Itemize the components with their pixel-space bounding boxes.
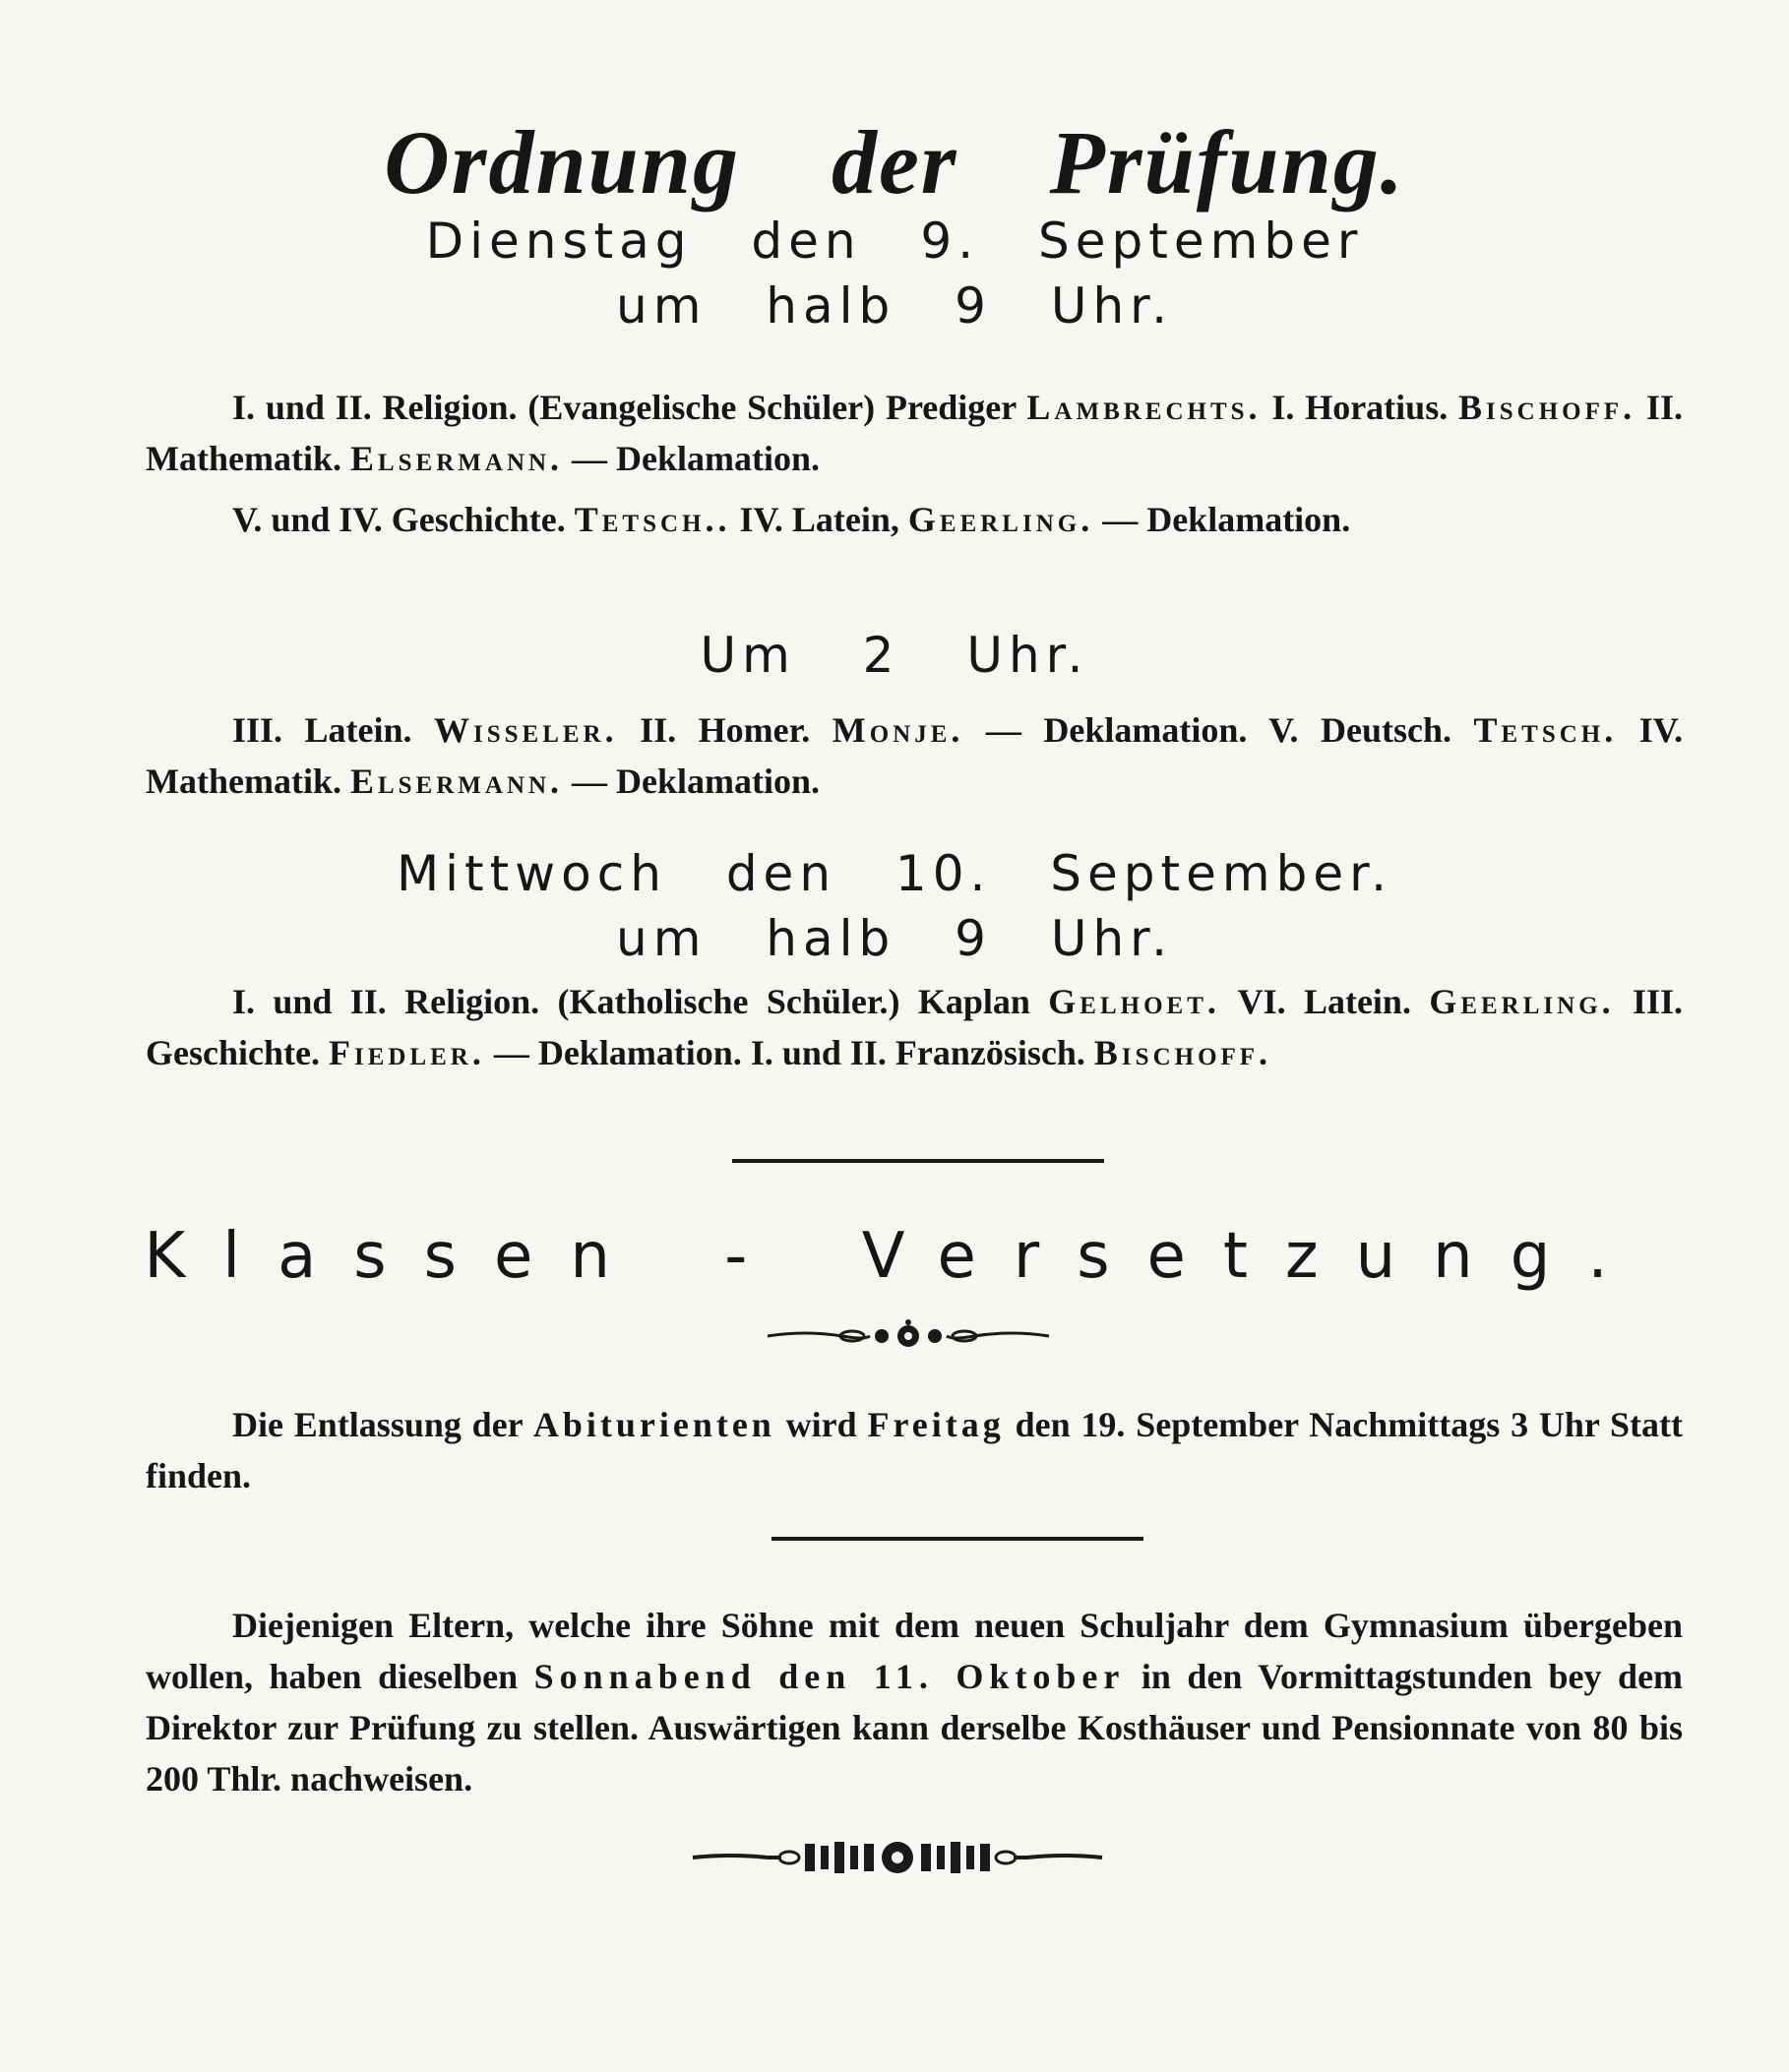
admission-paragraph: Diejenigen Eltern, welche ihre Söhne mit dem neuen Schuljahr dem Gymnasium übergeben wollen, haben dieselben Sonnabend den 11. Oktober in den Vormittagstunden bey dem Direktor zur Prüfung zu stellen. Auswärtigen kann derselbe Kosthäuser und Pensionnate von 80 bis 200 Thlr. nachweisen. xyxy=(146,1606,1684,1798)
ornament-large-icon xyxy=(691,1834,1104,1879)
section-title-klassen-versetzung: Klassen - Versetzung. xyxy=(144,1220,1645,1293)
schedule-paragraph-3: III. Latein. Wisseler. II. Homer. Monje. — Deklamation. V. Deutsch. Tetsch. IV. Mathematik. Elsermann. — Deklamation. xyxy=(146,710,1684,801)
divider-rule xyxy=(771,1537,1143,1541)
day1-time: um halb 9 Uhr. xyxy=(616,277,1173,335)
dismissal-paragraph: Die Entlassung der Abiturienten wird Freitag den 19. September Nachmittags 3 Uhr Statt finden. xyxy=(146,1405,1684,1495)
ornament-small-icon xyxy=(766,1316,1051,1356)
page-title: Ordnung der Prüfung. xyxy=(384,112,1405,213)
schedule-paragraph-2: V. und IV. Geschichte. Tetsch.. IV. Latein, Geerling. — Deklamation. xyxy=(232,500,1351,539)
day2-time: um halb 9 Uhr. xyxy=(616,910,1173,967)
day1-afternoon-time: Um 2 Uhr. xyxy=(700,627,1089,684)
schedule-paragraph-4: I. und II. Religion. (Katholische Schüler.) Kaplan Gelhoet. VI. Latein. Geerling. III. Geschichte. Fiedler. — Deklamation. I. und II. Französisch. Bischoff. xyxy=(146,982,1684,1072)
day1-date: Dienstag den 9. September xyxy=(425,213,1364,270)
schedule-paragraph-1: I. und II. Religion. (Evangelische Schüler) Prediger Lambrechts. I. Horatius. Bischoff. II. Mathematik. Elsermann. — Deklamation. xyxy=(146,388,1683,478)
day2-date: Mittwoch den 10. September. xyxy=(397,845,1392,902)
divider-rule xyxy=(732,1159,1104,1163)
